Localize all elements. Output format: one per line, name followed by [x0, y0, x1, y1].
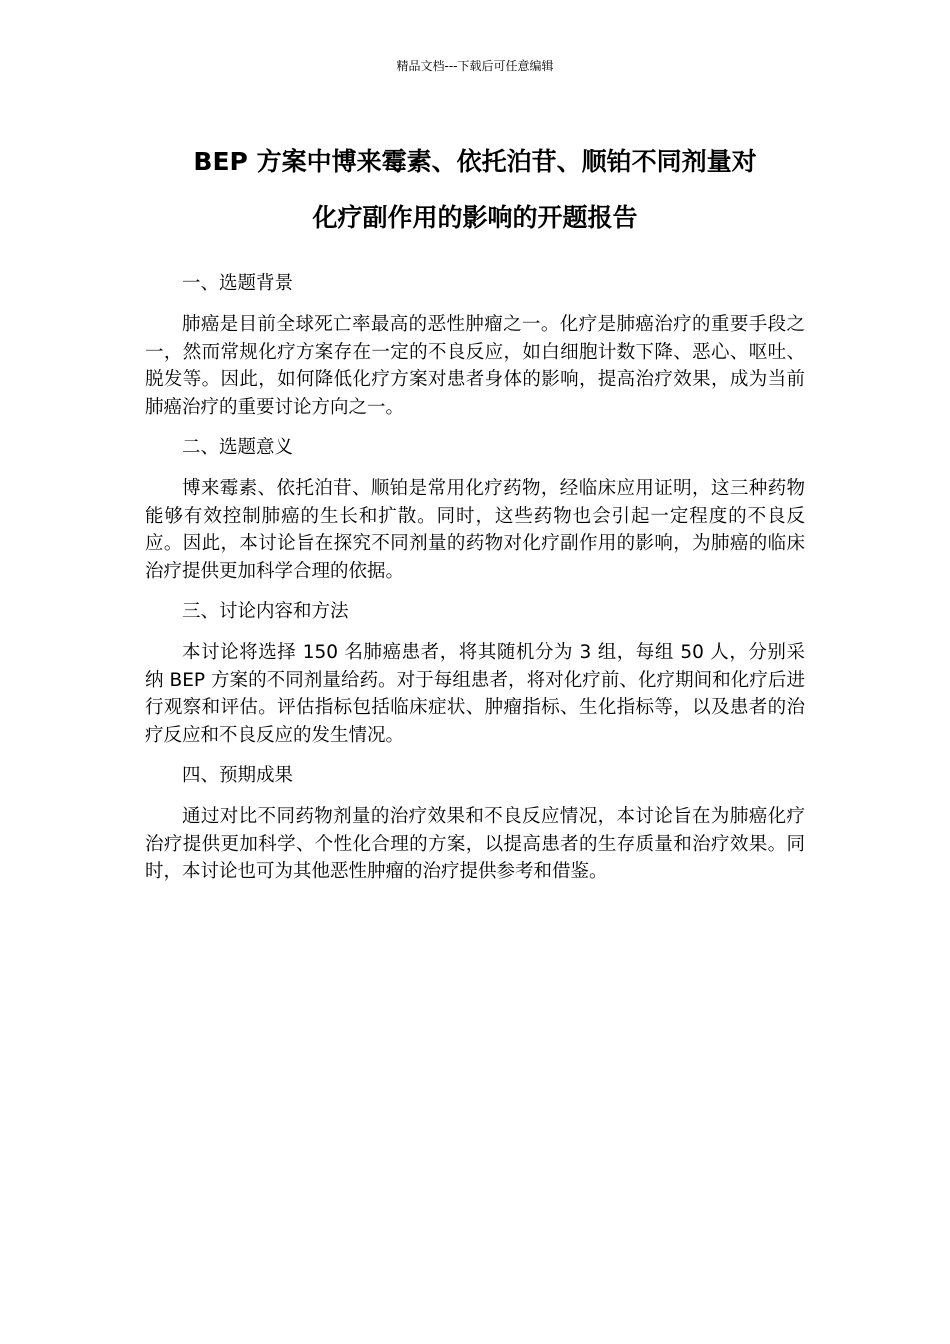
section-heading: 四、预期成果 [182, 765, 294, 786]
section-heading: 一、选题背景 [182, 273, 294, 294]
section-heading: 二、选题意义 [182, 437, 294, 458]
section-paragraph: 博来霉素、依托泊苷、顺铂是常用化疗药物，经临床应用证明，这三种药物能够有效控制肺癌的生长和扩散。同时，这些药物也会引起一定程度的不良反应。因此，本讨论旨在探究不同剂量的药物对化疗副作用的影响，为肺癌的临床治疗提供更加科学合理的依据。 [145, 478, 805, 582]
section-expected-results [145, 762, 805, 886]
section-background [145, 270, 805, 421]
section-significance [145, 434, 805, 585]
section-paragraph: 肺癌是目前全球死亡率最高的恶性肿瘤之一。化疗是肺癌治疗的重要手段之一，然而常规化疗方案存在一定的不良反应，如白细胞计数下降、恶心、呕吐、脱发等。因此，如何降低化疗方案对患者身体的影响，提高治疗效果，成为当前肺癌治疗的重要讨论方向之一。 [145, 314, 805, 418]
page-header: 精品文档---下载后可任意编辑 [396, 59, 554, 73]
section-heading: 三、讨论内容和方法 [182, 601, 349, 622]
document-title [120, 134, 830, 246]
section-paragraph: 本讨论将选择 150 名肺癌患者，将其随机分为 3 组，每组 50 人，分别采纳 BEP 方案的不同剂量给药。对于每组患者，将对化疗前、化疗期间和化疗后进行观察和评估。评估指标包括临床症状、肿瘤指标、生化指标等，以及患者的治疗反应和不良反应的发生情况。 [145, 642, 805, 746]
section-paragraph: 通过对比不同药物剂量的治疗效果和不良反应情况，本讨论旨在为肺癌化疗治疗提供更加科学、个性化合理的方案，以提高患者的生存质量和治疗效果。同时，本讨论也可为其他恶性肿瘤的治疗提供参考和借鉴。 [145, 806, 805, 882]
document-body [145, 270, 805, 899]
section-methods [145, 598, 805, 749]
title-line-2: 化疗副作用的影响的开题报告 [312, 203, 638, 232]
title-line-1: BEP 方案中博来霉素、依托泊苷、顺铂不同剂量对 [193, 147, 757, 176]
